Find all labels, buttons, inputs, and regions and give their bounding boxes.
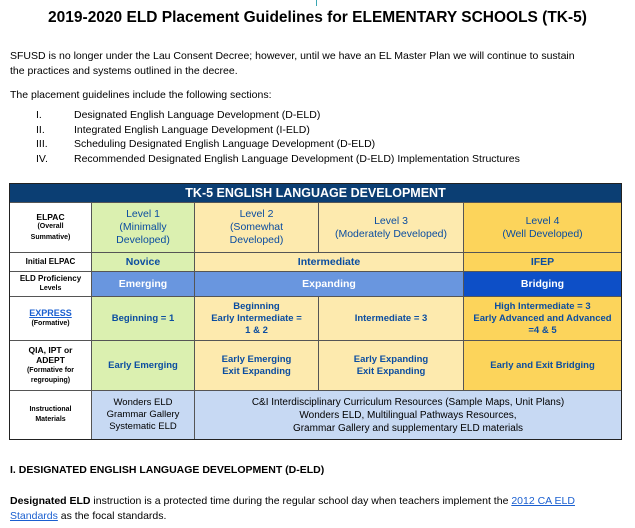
sections-list [36, 108, 520, 166]
level-desc: Developed) [116, 234, 170, 246]
list-number: II. [36, 123, 45, 136]
top-mark [316, 0, 317, 6]
intro-line-1: SFUSD is no longer under the Lau Consent Decree; however, until we have an EL Master Plan we will continue to sustain [10, 50, 575, 62]
row-label-initial-elpac [10, 253, 92, 272]
express-cell-4-line: Early Advanced and Advanced [473, 312, 612, 324]
elpac-sub-2: Summative) [30, 233, 71, 241]
list-text: Scheduling Designated English Language Development (D-ELD) [74, 138, 376, 150]
bold-term: Designated ELD [10, 495, 91, 507]
list-item [36, 137, 520, 152]
materials-cell-1-line: Systematic ELD [109, 421, 177, 432]
express-cell-4-line: High Intermediate = 3 [494, 300, 591, 312]
level-4-cell [464, 203, 621, 253]
level-title: Level 4 [525, 214, 560, 227]
section-text-end: as the focal standards. [57, 510, 167, 522]
list-item [36, 123, 520, 138]
level-title: Level 2 [239, 208, 274, 220]
express-cell-2-line: Early Intermediate = [211, 312, 302, 324]
section-paragraph-line-2 [10, 509, 575, 524]
qia-label-3: (Formative for [26, 366, 75, 374]
express-cell-2-line: 1 & 2 [245, 324, 268, 336]
placement-intro: The placement guidelines include the following sections: [10, 89, 272, 101]
qia-label-1: QIA, IPT or [28, 344, 73, 355]
qia-cell-1: Early Emerging [92, 341, 195, 391]
row-label-proficiency [10, 272, 92, 297]
emerging-cell: Emerging [92, 272, 195, 297]
table-header: TK-5 ENGLISH LANGUAGE DEVELOPMENT [10, 184, 621, 203]
initial-elpac-label: Initial ELPAC [25, 256, 76, 266]
express-cell-4 [464, 297, 621, 341]
materials-cell-1-line: Grammar Gallery [106, 409, 180, 420]
express-link[interactable]: EXPRESS [29, 308, 72, 318]
list-number: I. [36, 109, 42, 121]
express-cell-2-line: Beginning [233, 300, 280, 312]
row-label-elpac [10, 203, 92, 253]
level-desc: (Somewhat [229, 221, 284, 233]
list-text: Integrated English Language Development (I-ELD) [74, 123, 310, 136]
elpac-label: ELPAC [36, 211, 65, 222]
qia-cell-2-line: Early Emerging [221, 353, 292, 365]
list-item [36, 108, 520, 123]
row-label-express [10, 297, 92, 341]
list-text: Recommended Designated English Language Development (D-ELD) Implementation Structures [74, 152, 520, 165]
qia-cell-4: Early and Exit Bridging [464, 341, 621, 391]
section-paragraph [10, 494, 575, 524]
express-cell-3: Intermediate = 3 [319, 297, 464, 341]
expanding-cell: Expanding [195, 272, 464, 297]
intro-line-2: the practices and systems outlined in the decree. [10, 65, 238, 77]
list-number: IV. [36, 152, 48, 165]
level-title: Level 1 [126, 208, 160, 220]
level-2-cell [195, 203, 319, 253]
level-desc: Developed) [229, 234, 284, 246]
section-heading: I. DESIGNATED ENGLISH LANGUAGE DEVELOPMENT (D-ELD) [10, 464, 325, 476]
level-desc: (Well Developed) [502, 227, 583, 240]
qia-cell-2 [195, 341, 319, 391]
ifep-cell: IFEP [464, 253, 621, 272]
qia-cell-3-line: Exit Expanding [356, 365, 426, 377]
qia-label-4: regrouping) [30, 377, 71, 384]
standards-link[interactable]: 2012 CA ELD [511, 495, 575, 507]
intro-paragraph [10, 49, 575, 79]
qia-cell-2-line: Exit Expanding [222, 365, 291, 377]
list-number: III. [36, 138, 48, 150]
list-item [36, 152, 520, 167]
express-cell-4-line: =4 & 5 [528, 324, 557, 336]
intermediate-cell: Intermediate [195, 253, 464, 272]
level-3-cell [319, 203, 464, 253]
section-text: instruction is a protected time during the regular school day when teachers implement the [90, 495, 512, 507]
materials-cell-1 [92, 391, 195, 439]
elpac-sub-1: (Overall [37, 223, 64, 231]
materials-label-2: Materials [35, 416, 66, 423]
section-paragraph-line-1 [10, 494, 575, 509]
materials-cell-1-line: Wonders ELD [113, 397, 173, 408]
level-title: Level 3 [374, 214, 408, 227]
page-title: 2019-2020 ELD Placement Guidelines for ELEMENTARY SCHOOLS (TK-5) [48, 9, 587, 26]
row-label-materials [10, 391, 92, 439]
proficiency-label-2: Levels [39, 285, 62, 292]
materials-label-1: Instructional [29, 405, 72, 413]
eld-table [9, 183, 622, 440]
qia-cell-3 [319, 341, 464, 391]
list-text: Designated English Language Development (D-ELD) [74, 109, 321, 121]
standards-link-continued[interactable]: Standards [10, 510, 58, 522]
materials-cell-2-line: C&I Interdisciplinary Curriculum Resources (Sample Maps, Unit Plans) [251, 396, 565, 408]
materials-cell-2-line: Grammar Gallery and supplementary ELD materials [292, 422, 524, 434]
qia-label-2: ADEPT [36, 355, 65, 365]
materials-cell-2 [195, 391, 621, 439]
novice-cell: Novice [92, 253, 195, 272]
express-sub: (Formative) [31, 319, 70, 327]
bridging-cell: Bridging [464, 272, 621, 297]
proficiency-label-1: ELD Proficiency [19, 273, 82, 283]
materials-cell-2-line: Wonders ELD, Multilingual Pathways Resources, [299, 409, 517, 421]
row-label-qia [10, 341, 92, 391]
level-desc: (Minimally [119, 221, 167, 233]
express-cell-1: Beginning = 1 [92, 297, 195, 341]
express-cell-2 [195, 297, 319, 341]
qia-cell-3-line: Early Expanding [353, 353, 429, 365]
level-desc: (Moderately Developed) [334, 227, 448, 240]
level-1-cell [92, 203, 195, 253]
